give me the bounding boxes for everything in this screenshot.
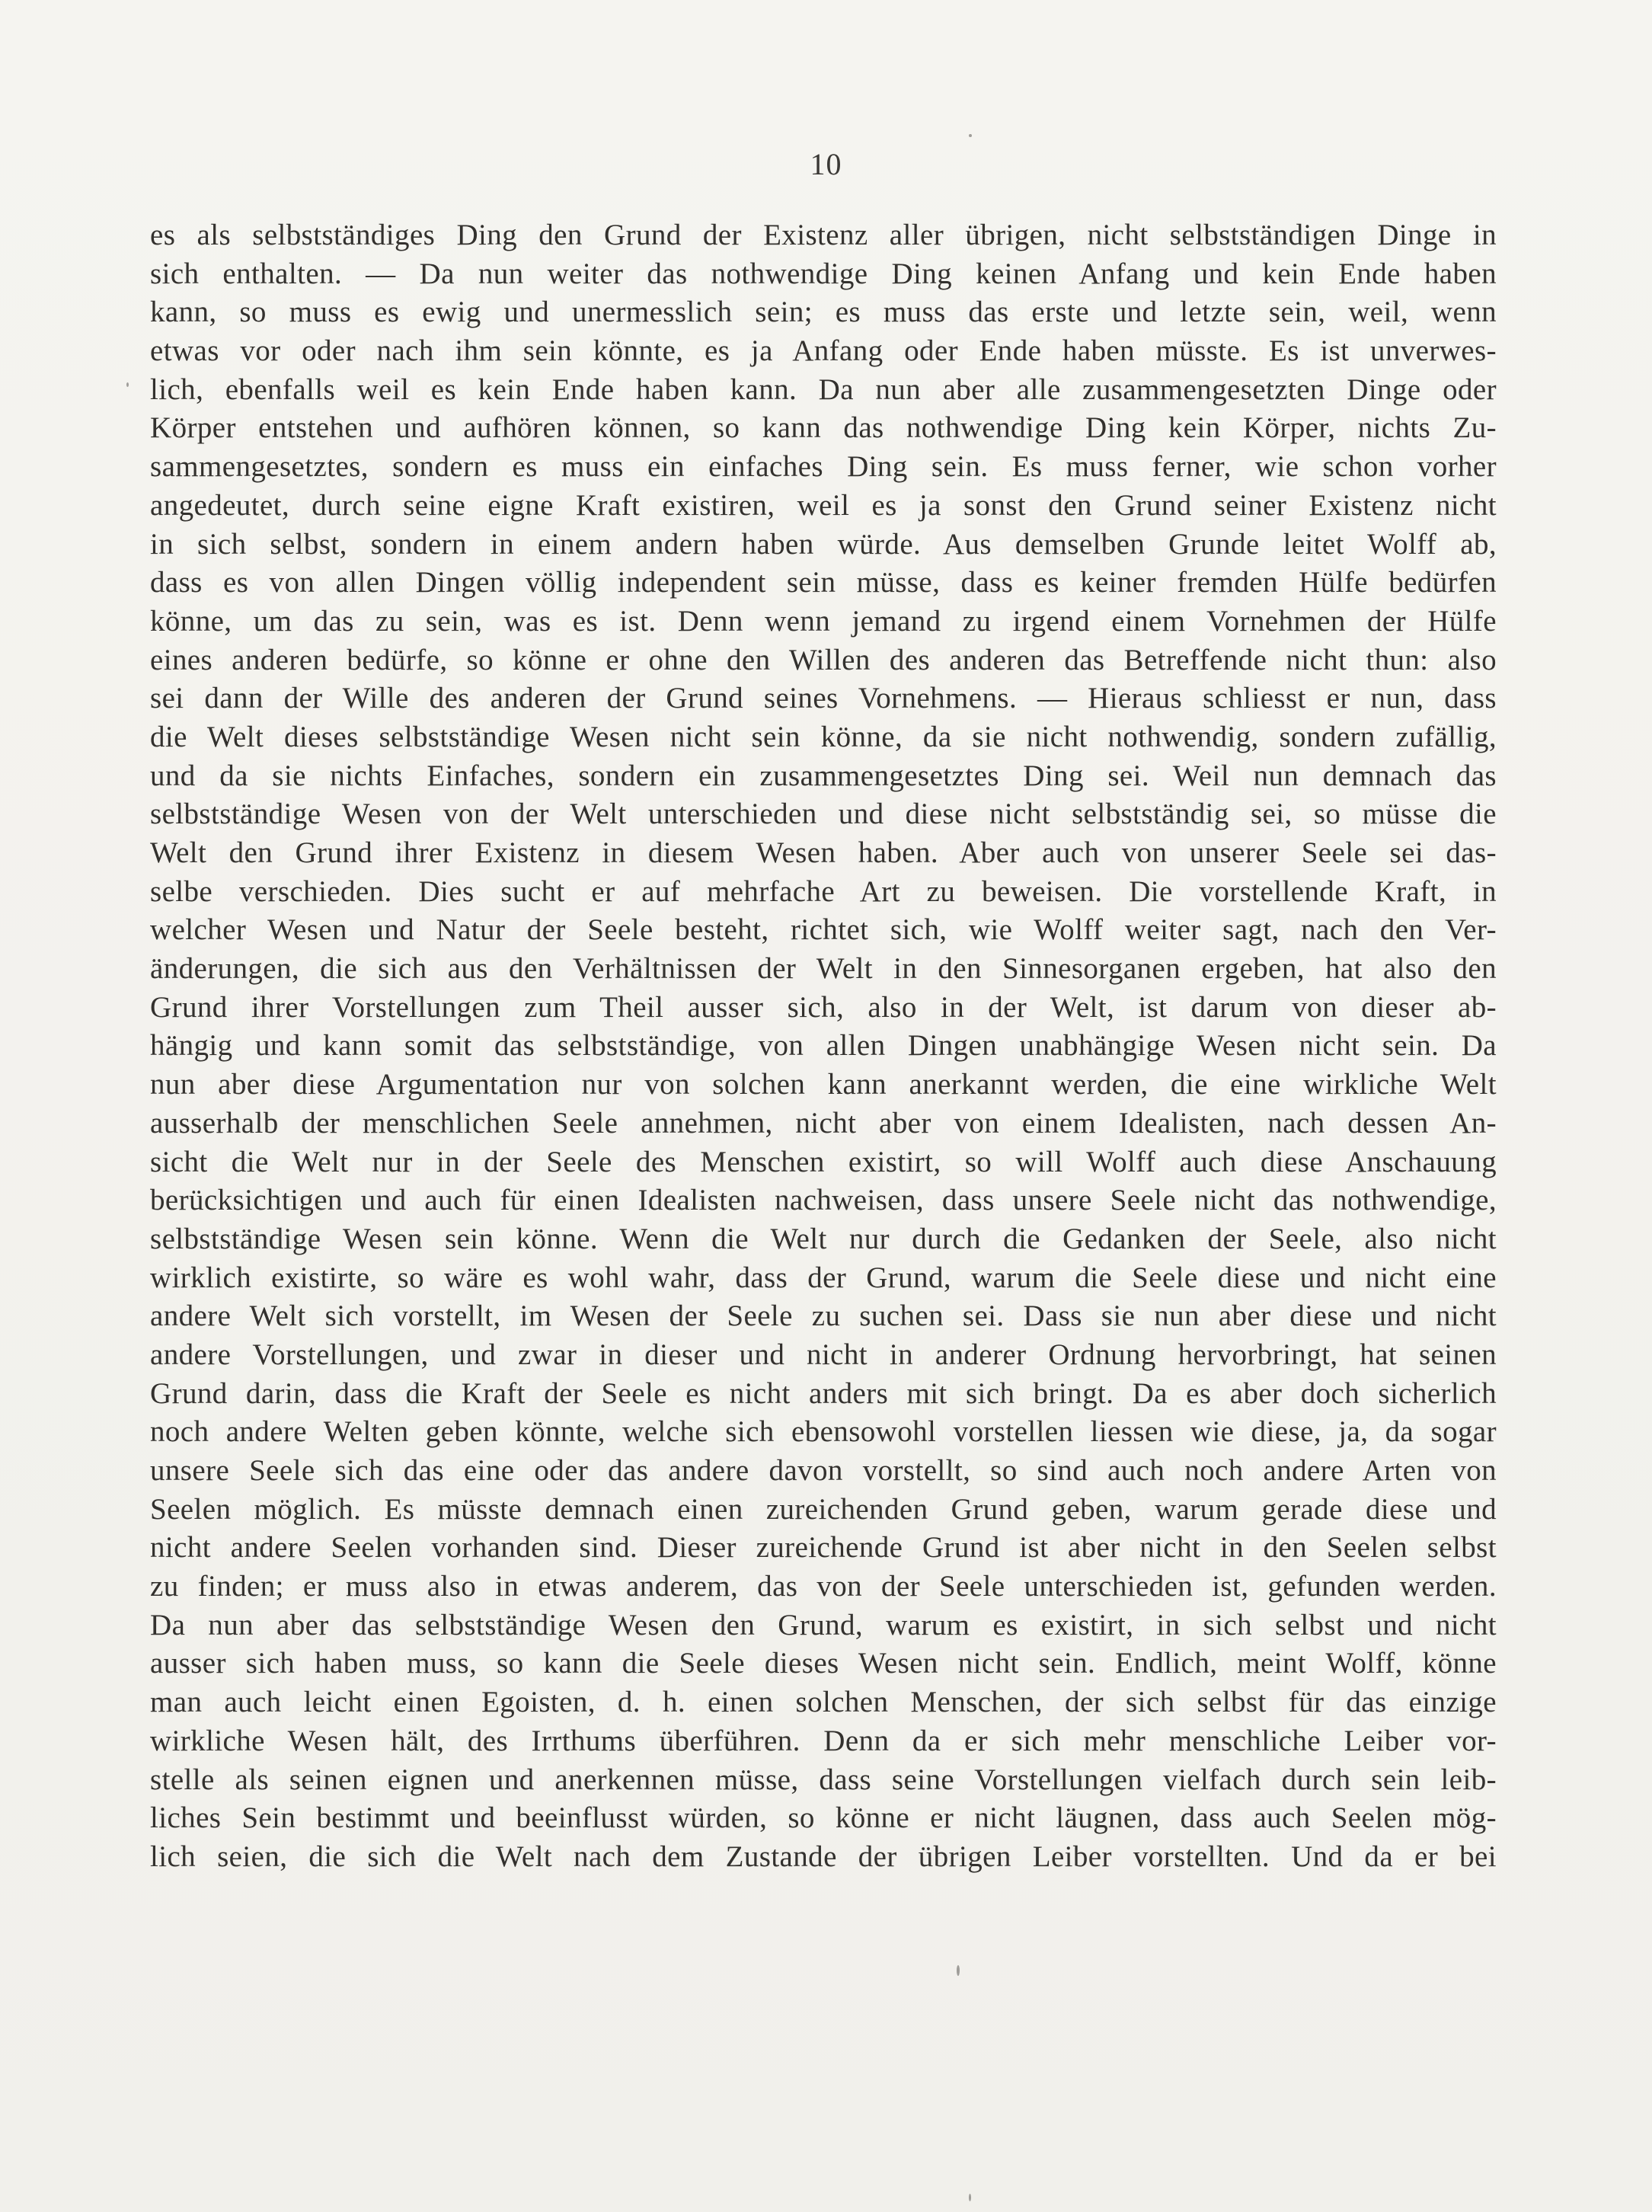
text-line: wirklich existirte, so wäre es wohl wahr, dass der Grund, warum die Seele diese und nicht eine	[150, 1261, 1497, 1294]
text-line: angedeutet, durch seine eigne Kraft existiren, weil es ja sonst den Grund seiner Existenz nicht	[150, 488, 1497, 522]
scan-speck	[969, 134, 972, 137]
text-line: eines anderen bedürfe, so könne er ohne den Willen des anderen das Betreffende nicht thun: also	[150, 643, 1497, 676]
text-line: nicht andere Seelen vorhanden sind. Dieser zureichende Grund ist aber nicht in den Seelen selbst	[150, 1531, 1497, 1565]
text-line: zu finden; er muss also in etwas anderem, das von der Seele unterschieden ist, gefunden werden.	[150, 1570, 1497, 1603]
body-text	[150, 216, 1497, 1877]
text-line: sich enthalten. — Da nun weiter das nothwendige Ding keinen Anfang und kein Ende haben	[150, 257, 1497, 290]
text-line: die Welt dieses selbstständige Wesen nicht sein könne, da sie nicht nothwendig, sondern zufällig,	[150, 720, 1497, 753]
text-line: und da sie nichts Einfaches, sondern ein zusammengesetztes Ding sei. Weil nun demnach das	[150, 759, 1497, 792]
text-line: etwas vor oder nach ihm sein könnte, es ja Anfang oder Ende haben müsste. Es ist unverwes-	[150, 334, 1497, 368]
text-line: änderungen, die sich aus den Verhältnissen der Welt in den Sinnesorganen ergeben, hat also den	[150, 952, 1497, 986]
text-line: selbstständige Wesen sein könne. Wenn die Welt nur durch die Gedanken der Seele, also nicht	[150, 1222, 1497, 1255]
text-line: berücksichtigen und auch für einen Idealisten nachweisen, dass unsere Seele nicht das nothwendige,	[150, 1184, 1497, 1217]
text-line: Körper entstehen und aufhören können, so kann das nothwendige Ding kein Körper, nichts Zu-	[150, 411, 1497, 445]
text-line: selbe verschieden. Dies sucht er auf mehrfache Art zu beweisen. Die vorstellende Kraft, in	[150, 874, 1497, 908]
text-line: Seelen möglich. Es müsste demnach einen zureichenden Grund geben, warum gerade diese und	[150, 1492, 1497, 1526]
text-line: Grund darin, dass die Kraft der Seele es nicht anders mit sich bringt. Da es aber doch sicherlich	[150, 1376, 1497, 1410]
text-line: es als selbstständiges Ding den Grund der Existenz aller übrigen, nicht selbstständigen Dinge in	[150, 219, 1497, 251]
text-line: lich seien, die sich die Welt nach dem Zustande der übrigen Leiber vorstellten. Und da er bei	[150, 1840, 1497, 1873]
text-line: dass es von allen Dingen völlig independent sein müsse, dass es keiner fremden Hülfe bedürfen	[150, 566, 1497, 599]
text-line: andere Vorstellungen, und zwar in dieser und nicht in anderer Ordnung hervorbringt, hat seinen	[150, 1338, 1497, 1371]
text-line: ausserhalb der menschlichen Seele annehmen, nicht aber von einem Idealisten, nach dessen An-	[150, 1106, 1497, 1140]
text-line: sammengesetztes, sondern es muss ein einfaches Ding sein. Es muss ferner, wie schon vorher	[150, 450, 1497, 484]
text-line: sicht die Welt nur in der Seele des Menschen existirt, so will Wolff auch diese Anschauung	[150, 1145, 1497, 1178]
text-line: hängig und kann somit das selbstständige, von allen Dingen unabhängige Wesen nicht sein. Da	[150, 1029, 1497, 1063]
text-line: kann, so muss es ewig und unermesslich sein; es muss das erste und letzte sein, weil, wenn	[150, 296, 1497, 329]
scan-speck	[957, 1965, 960, 1976]
text-line: sei dann der Wille des anderen der Grund seines Vornehmens. — Hieraus schliesst er nun, dass	[150, 682, 1497, 715]
text-line: liches Sein bestimmt und beeinflusst würden, so könne er nicht läugnen, dass auch Seelen mög-	[150, 1801, 1497, 1835]
text-line: in sich selbst, sondern in einem andern haben würde. Aus demselben Grunde leitet Wolff ab,	[150, 527, 1497, 561]
text-line: stelle als seinen eignen und anerkennen müsse, dass seine Vorstellungen vielfach durch sein leib-	[150, 1763, 1497, 1796]
text-line: welcher Wesen und Natur der Seele besteht, richtet sich, wie Wolff weiter sagt, nach den Ver-	[150, 913, 1497, 947]
scan-speck	[126, 382, 129, 387]
text-line: noch andere Welten geben könnte, welche sich ebensowohl vorstellen liessen wie diese, ja, da sogar	[150, 1415, 1497, 1449]
text-line: Welt den Grund ihrer Existenz in diesem Wesen haben. Aber auch von unserer Seele sei das-	[150, 836, 1497, 869]
scan-speck	[969, 2194, 971, 2201]
text-line: Grund ihrer Vorstellungen zum Theil ausser sich, also in der Welt, ist darum von dieser ab-	[150, 990, 1497, 1024]
page-number: 10	[810, 147, 842, 181]
text-line: nun aber diese Argumentation nur von solchen kann anerkannt werden, die eine wirkliche Welt	[150, 1068, 1497, 1101]
text-line: selbstständige Wesen von der Welt unterschieden und diese nicht selbstständig sei, so müsse die	[150, 798, 1497, 831]
text-line: man auch leicht einen Egoisten, d. h. einen solchen Menschen, der sich selbst für das einzige	[150, 1686, 1497, 1719]
text-line: könne, um das zu sein, was es ist. Denn wenn jemand zu irgend einem Vornehmen der Hülfe	[150, 604, 1497, 638]
text-line: wirkliche Wesen hält, des Irrthums überführen. Denn da er sich mehr menschliche Leiber vor-	[150, 1724, 1497, 1757]
text-line: Da nun aber das selbstständige Wesen den Grund, warum es existirt, in sich selbst und nicht	[150, 1608, 1497, 1641]
text-line: unsere Seele sich das eine oder das andere davon vorstellt, so sind auch noch andere Arten von	[150, 1454, 1497, 1487]
text-line: andere Welt sich vorstellt, im Wesen der Seele zu suchen sei. Dass sie nun aber diese und nicht	[150, 1299, 1497, 1333]
text-line: lich, ebenfalls weil es kein Ende haben kann. Da nun aber alle zusammengesetzten Dinge oder	[150, 372, 1497, 406]
text-line: ausser sich haben muss, so kann die Seele dieses Wesen nicht sein. Endlich, meint Wolff, könne	[150, 1647, 1497, 1680]
